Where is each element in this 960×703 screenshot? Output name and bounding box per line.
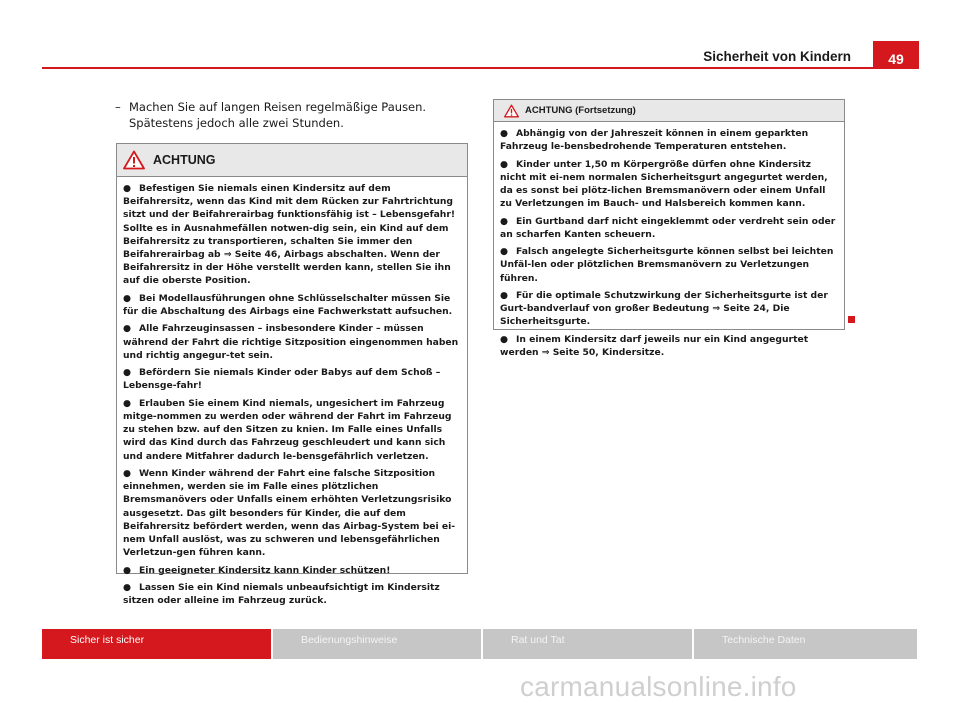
bullet-text: Ein geeigneter Kindersitz kann Kinder schützen! — [139, 564, 391, 576]
bullet-text: Abhängig von der Jahreszeit können in einem geparkten Fahrzeug le-bensbedrohende Temperaturen entstehen. — [500, 128, 809, 153]
watermark: carmanualsonline.info — [520, 671, 797, 702]
bullet-marker: ● — [123, 183, 132, 194]
warning-bullet — [500, 127, 838, 153]
section-title: Sicherheit von Kindern — [703, 49, 851, 64]
warning-bullet — [500, 215, 838, 241]
bullet-marker: ● — [123, 564, 132, 576]
bullet-text: Bei Modellausführungen ohne Schlüsselschalter müssen Sie für die Abschaltung des Airbags eine Fachwerkstatt aufsuchen. — [123, 292, 453, 318]
bullet-marker: ● — [500, 128, 509, 139]
warning-header — [494, 100, 844, 122]
bullet-marker: ● — [123, 468, 132, 479]
bullet-marker: ● — [500, 158, 509, 170]
dash-marker: – — [115, 100, 121, 114]
bullet-marker: ● — [123, 397, 132, 409]
bullet-marker: ● — [500, 215, 509, 227]
dash-list-item — [116, 100, 470, 131]
bullet-marker: ● — [123, 367, 132, 379]
bullet-text: Erlauben Sie einem Kind niemals, ungesichert im Fahrzeug mitge-nommen zu werden oder während der Fahrt im Fahrzeug zu stehen bzw. auf den Sitzen zu knien. Im Falle eines Unfalls wird das Kind durch das Fahrzeug geschleudert und kann sich und andere Mitfahrer dadurch le-bensgefährlich verletzen. — [123, 397, 452, 462]
bullet-text: Falsch angelegte Sicherheitsgurte können selbst bei leichten Unfäl-len oder plötzlichen Bremsmanövern zu Verletzungen führen. — [500, 246, 834, 284]
warning-triangle-icon — [123, 150, 145, 170]
warning-body — [494, 122, 844, 359]
footer-tab-bedienungshinweise[interactable]: Bedienungshinweise — [273, 629, 481, 659]
warning-bullet — [123, 366, 461, 392]
warning-bullet — [123, 564, 461, 577]
warning-triangle-icon — [504, 104, 519, 118]
bullet-marker: ● — [123, 292, 132, 304]
bullet-text: Wenn Kinder während der Fahrt eine falsche Sitzposition einnehmen, werden sie im Falle eines plötzlichen Bremsmanövers oder Unfalls einem erhöhten Verletzungsrisiko ausgesetzt. Das gilt besonders für Kinder, die auf dem Beifahrersitz befördert werden, wenn das Airbag-System bei ei-nem Unfall auslöst, was zu schweren und lebensgefährlichen Verletzun-gen führen kann. — [123, 468, 456, 559]
warning-box-left — [116, 143, 468, 607]
warning-title: ACHTUNG — [153, 153, 216, 167]
warning-header — [117, 144, 467, 177]
bullet-marker: ● — [123, 582, 132, 593]
footer-tab-technische-daten[interactable]: Technische Daten — [694, 629, 917, 659]
dash-item-text: Machen Sie auf langen Reisen regelmäßige Pausen. Spätestens jedoch alle zwei Stunden. — [129, 100, 427, 130]
bullet-text: Für die optimale Schutzwirkung der Sicherheitsgurte ist der Gurt-bandverlauf von großer Bedeutung ⇒ Seite 24, Die Sicherheitsgurte. — [500, 289, 828, 328]
section-end-marker — [848, 316, 855, 323]
bullet-text: In einem Kindersitz darf jeweils nur ein Kind angegurtet werden ⇒ Seite 50, Kindersitze. — [500, 333, 809, 358]
bullet-text: Alle Fahrzeuginsassen – insbesondere Kinder – müssen während der Fahrt die richtige Sitzposition eingenommen haben und richtig angegur-tet sein. — [123, 323, 459, 361]
warning-body — [117, 177, 467, 607]
warning-bullet — [123, 397, 461, 463]
warning-bullet — [123, 581, 461, 607]
warning-bullet — [123, 467, 461, 559]
warning-bullet — [123, 292, 461, 318]
page-number: 49 — [873, 41, 919, 69]
warning-bullet — [500, 158, 838, 211]
bullet-text: Ein Gurtband darf nicht eingeklemmt oder verdreht sein oder an scharfen Kanten scheuern. — [500, 215, 836, 240]
warning-bullet — [123, 182, 461, 288]
warning-bullet — [500, 333, 838, 359]
footer-tab-sicher-ist-sicher[interactable]: Sicher ist sicher — [42, 629, 271, 659]
warning-bullet — [500, 245, 838, 285]
bullet-marker: ● — [500, 333, 509, 345]
bullet-marker: ● — [500, 246, 509, 258]
bullet-text: Befestigen Sie niemals einen Kindersitz auf dem Beifahrersitz, wenn das Kind mit dem Rücken zur Fahrtrichtung sitzt und der Beifahrerairbag funktionsfähig ist – Lebensgefahr! Sollte es in Ausnahmefällen notwen-dig sein, ein Kind auf dem Beifahrersitz zu transportieren, schalten Sie immer den Beifahrerairbag ab ⇒ Seite 46, Airbags abschalten. Wenn der Beifahrersitz in der Höhe verstellt werden kann, stellen Sie ihn auf die oberste Position. — [123, 183, 456, 287]
warning-bullet — [500, 289, 838, 329]
bullet-text: Befördern Sie niemals Kinder oder Babys auf dem Schoß – Lebensge-fahr! — [123, 367, 441, 392]
warning-title: ACHTUNG (Fortsetzung) — [525, 105, 636, 116]
bullet-text: Kinder unter 1,50 m Körpergröße dürfen ohne Kindersitz nicht mit ei-nem normalen Sicherheitsgurt angegurtet werden, da es sonst bei plötz-lichen Bremsmanövern oder einem Unfall zu Verletzungen im Bauch- und Halsbereich kommen kann. — [500, 158, 828, 210]
header-divider — [42, 67, 919, 69]
footer-tab-rat-und-tat[interactable]: Rat und Tat — [483, 629, 692, 659]
bullet-text: Lassen Sie ein Kind niemals unbeaufsichtigt im Kindersitz sitzen oder alleine im Fahrzeug zurück. — [123, 582, 440, 607]
warning-box-right — [493, 99, 845, 358]
footer-nav — [42, 629, 917, 659]
bullet-marker: ● — [123, 323, 132, 335]
bullet-marker: ● — [500, 289, 509, 301]
warning-bullet — [123, 322, 461, 362]
